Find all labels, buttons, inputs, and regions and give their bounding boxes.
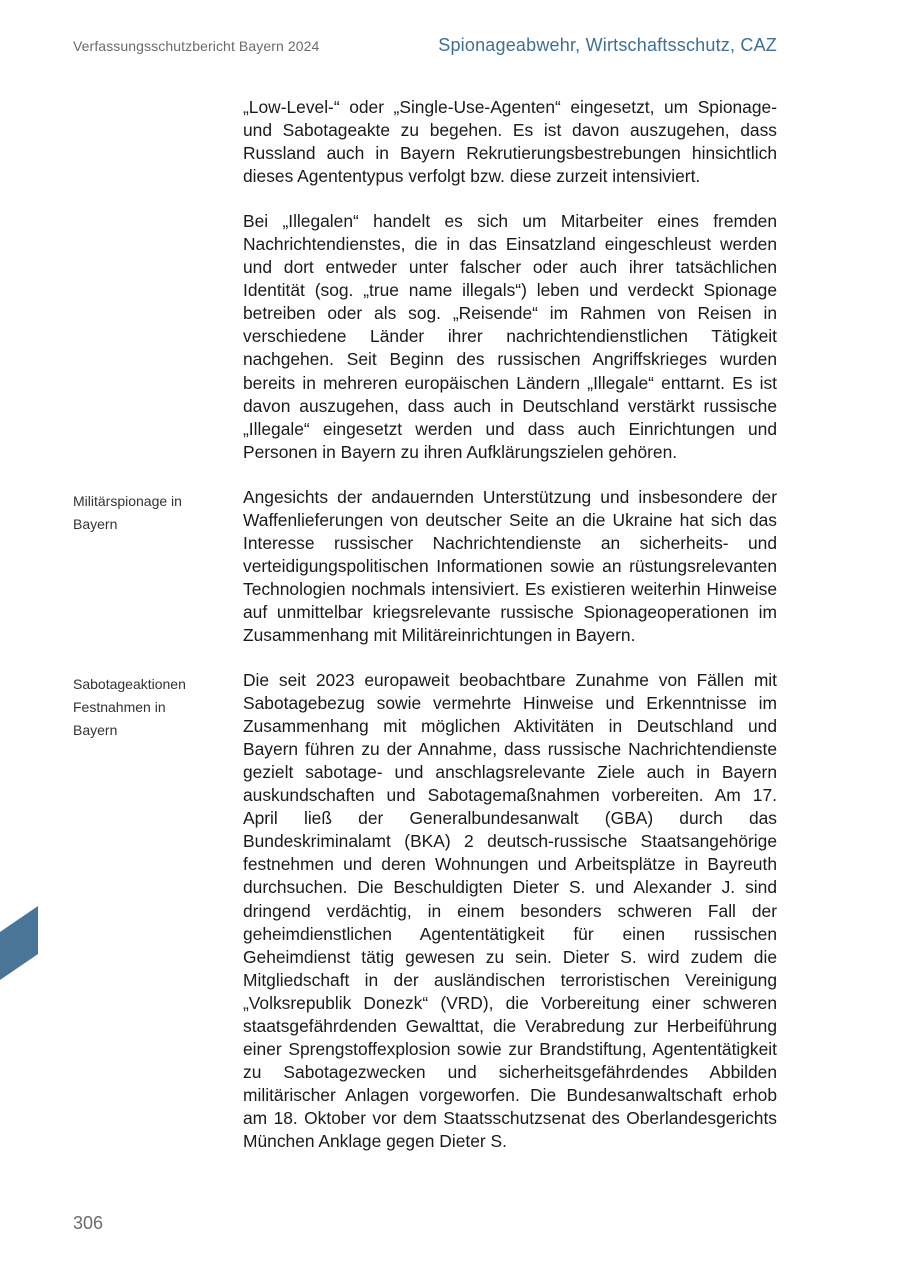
margin-note-line: Festnahmen in (73, 699, 166, 716)
chapter-tab-marker (0, 906, 38, 980)
section-sabotage (0, 669, 900, 1153)
margin-note-line: Bayern (73, 722, 118, 739)
section-military-espionage (0, 486, 900, 647)
page-number: 306 (73, 1213, 104, 1233)
paragraph-military-espionage: Angesichts der andauernden Unterstützung und insbesondere der Waffenlieferungen von deutscher Seite an die Ukraine hat sich das Interesse russischer Nachrichtendienste an sicherheits- und verteidigungspolitischen Informationen sowie an rüstungsrelevanten Technologien nochmals intensiviert. Es existieren weiterhin Hinweise auf unmittelbar kriegsrelevante russische Spionageoperationen im Zusammenhang mit Militäreinrichtungen in Bayern. (243, 486, 777, 645)
page-body (0, 96, 900, 1175)
margin-note-line: Sabotageaktionen (73, 676, 186, 693)
paragraph-illegals: Bei „Illegalen“ handelt es sich um Mitarbeiter eines fremden Nachrichtendienstes, die in das Einsatzland eingeschleust werden und dort entweder unter falscher oder auch ihrer tatsächlichen Identität (sog. „true name illegals“) leben und verdeckt Spionage betreiben oder als sog. „Reisende“ im Rahmen von Reisen in verschiedene Länder ihrer nachrichtendienstlichen Tätigkeit nachgehen. Seit Beginn des russischen Angriffskrieges wurden bereits in mehreren europäischen Ländern „Illegale“ enttarnt. Es ist davon auszugehen, dass auch in Deutschland verstärkt russische „Illegale“ eingesetzt werden und dass auch Einrichtungen und Personen in Bayern zu ihren Aufklärungszielen gehören. (243, 211, 777, 462)
chapter-tab-shape (0, 906, 38, 980)
chapter-title: Spionageabwehr, Wirtschaftsschutz, CAZ (438, 35, 777, 55)
margin-note-military-espionage (73, 490, 223, 536)
paragraph-sabotage: Die seit 2023 europaweit beobachtbare Zunahme von Fällen mit Sabotagebezug sowie vermehrte Hinweise und Erkenntnisse im Zusammenhang mit möglichen Aktivitäten in Deutschland und Bayern führen zu der Annahme, dass russische Nachrichtendienste gezielt sabotage- und anschlagsrelevante Ziele auch in Bayern auskundschaften und Sabotagemaßnahmen vorbereiten. Am 17. April ließ der Generalbundesanwalt (GBA) durch das Bundeskriminalamt (BKA) 2 deutsch-russische Staatsangehörige festnehmen und deren Wohnungen und Arbeitsplätze in Bayreuth durchsuchen. Die Beschuldigten Dieter S. und Alexander J. sind dringend verdächtig, in einem besonders schweren Fall der geheimdienstlichen Agententätigkeit für einen russischen Geheimdienst tätig gewesen zu sein. Dieter S. wird zudem die Mitgliedschaft in der ausländischen terroristischen Vereinigung „Volksrepublik Donezk“ (VRD), die Vorbereitung einer schweren staatsgefährdenden Gewalttat, die Verabredung zur Herbeiführung einer Sprengstoffexplosion sowie zur Brandstiftung, Agententätigkeit zu Sabotagezwecken und sicherheitsgefährdendes Abbilden militärischer Anlagen vorgeworfen. Die Bundesanwaltschaft erhob am 18. Oktober vor dem Staatsschutzsenat des Oberlandesgerichts München Anklage gegen Dieter S. (243, 670, 777, 1151)
running-header-title: Verfassungsschutzbericht Bayern 2024 (73, 38, 320, 54)
margin-note-sabotage (73, 673, 223, 742)
paragraph-low-level-agents: „Low-Level-“ oder „Single-Use-Agenten“ eingesetzt, um Spionage- und Sabotageakte zu begehen. Es ist davon auszugehen, dass Russland auch in Bayern Rekrutierungsbestrebungen hinsichtlich dieses Agententypus verfolgt bzw. diese zurzeit intensiviert. (243, 97, 777, 187)
margin-note-line: Bayern (73, 515, 118, 532)
section-agents (0, 96, 900, 188)
margin-note-line: Militärspionage in (73, 492, 182, 509)
section-illegals (0, 210, 900, 464)
